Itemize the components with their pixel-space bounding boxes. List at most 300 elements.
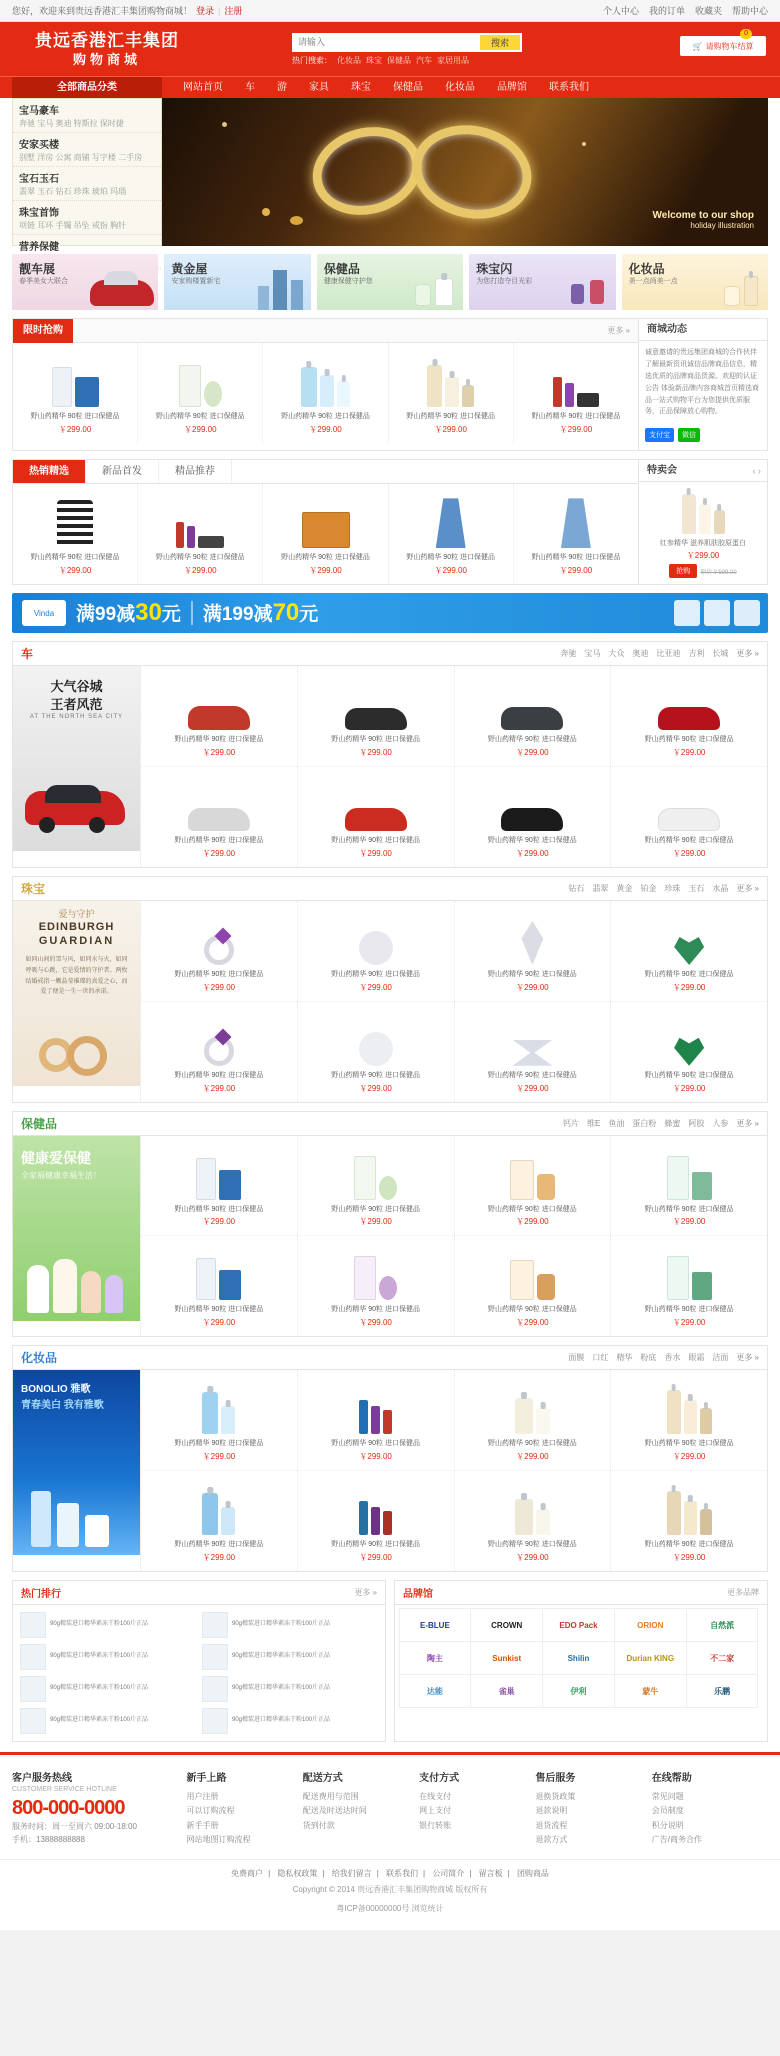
list-item[interactable] xyxy=(17,1705,199,1737)
product-card[interactable] xyxy=(611,1471,767,1571)
list-item[interactable] xyxy=(199,1705,381,1737)
footer-link[interactable]: 退货流程 xyxy=(535,1820,568,1830)
category-title-0: 宝马豪车 xyxy=(19,106,59,117)
cat-health-nav-6[interactable]: 人参 xyxy=(712,1118,729,1128)
car-ad-banner xyxy=(13,666,140,851)
footer-column-help xyxy=(652,1769,768,1848)
promo-tile-car[interactable] xyxy=(12,254,158,310)
footer-link[interactable]: 退款说明 xyxy=(535,1806,568,1816)
dress-shape xyxy=(561,498,591,548)
product-image xyxy=(302,1242,450,1300)
category-health-ad[interactable] xyxy=(13,1136,141,1337)
hot-rank-more-link[interactable]: 更多 » xyxy=(354,1587,377,1597)
cat-cos-nav-5[interactable]: 眼霜 xyxy=(688,1353,705,1363)
brand-logo[interactable]: 乐鹏 xyxy=(686,1674,759,1708)
nav-item-jewelry[interactable]: 珠宝 xyxy=(351,81,371,93)
hot-keyword-2[interactable]: 保健品 xyxy=(387,55,411,65)
site-logo[interactable] xyxy=(12,30,202,68)
special-sale-body[interactable] xyxy=(639,482,767,584)
nav-item-car[interactable]: 车 xyxy=(245,81,255,93)
promo-tile-realestate[interactable] xyxy=(164,254,310,310)
car-thumb xyxy=(188,808,250,831)
product-name: 野山药精华 90粒 进口保健品 xyxy=(488,1540,577,1548)
product-card[interactable] xyxy=(141,1002,298,1102)
product-card[interactable] xyxy=(298,767,455,867)
nav-item-home[interactable]: 网站首页 xyxy=(183,81,223,93)
cat-car-nav-4[interactable]: 比亚迪 xyxy=(656,649,681,659)
alipay-logo[interactable]: 支付宝 xyxy=(645,428,674,442)
health-product-row-1 xyxy=(141,1136,767,1237)
cat-health-nav-more[interactable]: 更多 » xyxy=(736,1118,759,1128)
brand-logo[interactable]: ORION xyxy=(614,1608,687,1642)
product-card[interactable] xyxy=(141,1236,298,1336)
car-ad-wheel-front xyxy=(39,817,55,833)
coupon-divider xyxy=(191,601,193,625)
product-card[interactable] xyxy=(611,666,767,766)
footer-link[interactable]: 广告/商务合作 xyxy=(651,1834,702,1844)
nav-item-furniture[interactable]: 家具 xyxy=(309,81,329,93)
bottom-link-0[interactable]: 免费商户 xyxy=(231,1869,264,1879)
product-card[interactable] xyxy=(13,343,138,443)
register-link[interactable]: 注册 xyxy=(224,6,243,16)
nav-item-health[interactable]: 保健品 xyxy=(393,81,423,93)
supplement-box xyxy=(510,1260,534,1300)
product-card[interactable] xyxy=(141,901,298,1001)
top-link-orders[interactable]: 我的订单 xyxy=(648,6,685,16)
brand-logo[interactable]: CROWN xyxy=(470,1608,543,1642)
special-sale-price: ￥299.00 xyxy=(686,551,720,561)
product-card[interactable] xyxy=(13,484,138,584)
ring-illustration-2 xyxy=(67,1036,107,1076)
product-name: 野山药精华 90粒 进口保健品 xyxy=(644,736,734,744)
top-link-favorites[interactable]: 收藏夹 xyxy=(694,6,722,16)
wechat-pay-logo[interactable]: 微信 xyxy=(678,428,700,442)
product-card[interactable] xyxy=(141,1471,298,1571)
product-card[interactable] xyxy=(611,1002,767,1102)
category-menu-item-1[interactable] xyxy=(13,133,161,167)
nav-item-brands[interactable]: 品牌馆 xyxy=(497,81,527,93)
cat-jewelry-nav-4[interactable]: 珍珠 xyxy=(664,883,681,893)
product-price: ￥299.00 xyxy=(202,982,236,992)
cat-jewelry-nav-2[interactable]: 黄金 xyxy=(616,883,633,893)
category-jewelry-grid xyxy=(141,901,767,1102)
brand-logo[interactable]: E-BLUE xyxy=(399,1608,472,1642)
recommend-product-row xyxy=(13,484,638,584)
search-input[interactable] xyxy=(292,33,480,52)
nail-polish xyxy=(383,1410,392,1434)
cat-car-nav-3[interactable]: 奥迪 xyxy=(632,649,649,659)
cat-cos-nav-3[interactable]: 粉底 xyxy=(640,1353,657,1363)
brand-logo[interactable]: 达能 xyxy=(399,1674,472,1708)
category-jewelry-ad[interactable] xyxy=(13,901,141,1102)
cat-cos-nav-4[interactable]: 香水 xyxy=(664,1353,681,1363)
cat-jewelry-nav-6[interactable]: 水晶 xyxy=(712,883,729,893)
brand-logo[interactable]: Sunkist xyxy=(470,1641,543,1675)
cat-health-nav-4[interactable]: 蜂蜜 xyxy=(664,1118,681,1128)
product-card[interactable] xyxy=(455,1136,612,1236)
hot-keyword-0[interactable]: 化妆品 xyxy=(337,55,361,65)
mall-news-header xyxy=(639,319,767,341)
footer-link[interactable]: 退款方式 xyxy=(535,1834,568,1844)
supplement-bottle-illustration xyxy=(435,278,453,306)
carton-shape xyxy=(302,512,350,548)
tab-new-arrivals[interactable]: 新品首发 xyxy=(86,460,159,483)
category-menu-item-3[interactable] xyxy=(13,201,161,235)
supplement-box xyxy=(667,1256,689,1300)
brand-logo[interactable]: EDO Pack xyxy=(542,1608,615,1642)
footer-column-newbie xyxy=(186,1769,302,1848)
hero-banner[interactable] xyxy=(162,98,768,246)
brand-logo[interactable]: 蒙牛 xyxy=(614,1674,687,1708)
product-card[interactable] xyxy=(298,1370,455,1470)
category-health-title: 保健品 xyxy=(21,1116,58,1131)
product-card[interactable] xyxy=(138,343,263,443)
jewelry-product-row-2 xyxy=(141,1002,767,1102)
item-text: 90g精装进口精华素冻干粉100片正品 xyxy=(232,1621,331,1628)
product-card[interactable] xyxy=(298,666,455,766)
product-price: ￥299.00 xyxy=(516,982,549,992)
recommend-left xyxy=(13,460,639,584)
product-shape-a xyxy=(52,367,72,407)
product-shape-b xyxy=(565,383,574,407)
vinda-logo: Vinda xyxy=(22,600,66,626)
jewelry-ad-banner xyxy=(13,901,140,1086)
category-sub-3: 项链 耳环 手镯 吊坠 戒指 胸针 xyxy=(19,221,127,230)
cat-health-nav-1[interactable]: 维E xyxy=(586,1118,601,1128)
cat-jewelry-nav-0[interactable]: 钻石 xyxy=(568,883,585,893)
product-name: 野山药精华 90粒 进口保健品 xyxy=(155,413,245,420)
cat-health-nav-0[interactable]: 钙片 xyxy=(562,1118,579,1128)
carousel-arrows[interactable]: ‹ › xyxy=(752,465,761,476)
footer-link[interactable]: 新手手册 xyxy=(186,1820,219,1830)
product-image xyxy=(302,1376,450,1434)
category-cosmetics-nav xyxy=(568,1352,759,1363)
product-name: 野山药精华 90粒 进口保健品 xyxy=(488,1071,577,1079)
bottom-link-5[interactable]: 留言板 xyxy=(478,1869,503,1879)
cat-jewelry-nav-3[interactable]: 铂金 xyxy=(640,883,657,893)
cat-car-nav-more[interactable]: 更多 » xyxy=(736,649,759,659)
product-image xyxy=(459,1008,607,1066)
hot-keyword-1[interactable]: 珠宝 xyxy=(366,55,382,65)
product-image xyxy=(17,349,133,407)
product-card[interactable] xyxy=(455,666,612,766)
search-button[interactable]: 搜索 xyxy=(480,33,522,52)
product-card[interactable] xyxy=(263,484,388,584)
serum-bottle xyxy=(700,1509,712,1535)
product-name: 野山药精华 90粒 进口保健品 xyxy=(174,837,264,845)
footer-col-title: 售后服务 xyxy=(535,1772,576,1784)
tab-hot-sales[interactable]: 热销精选 xyxy=(13,460,86,483)
cat-cos-nav-more[interactable]: 更多 » xyxy=(736,1353,759,1363)
category-cosmetics-title: 化妆品 xyxy=(21,1351,58,1366)
product-name: 野山药精华 90粒 进口保健品 xyxy=(281,413,370,420)
list-item[interactable] xyxy=(199,1641,381,1673)
promo-tiles xyxy=(0,246,780,310)
perfume-bottle xyxy=(536,1509,550,1535)
login-link[interactable]: 登录 xyxy=(196,6,215,16)
brand-zone-more-link[interactable]: 更多品牌 xyxy=(727,1587,759,1597)
cosmetics-ad-line2: 青春美白 我有雅歌 xyxy=(21,1400,104,1412)
dress-shape xyxy=(436,498,466,548)
cat-car-nav-0[interactable]: 奔驰 xyxy=(560,649,577,659)
hot-keyword-4[interactable]: 家居用品 xyxy=(437,55,469,65)
product-card[interactable] xyxy=(611,767,767,867)
product-card[interactable] xyxy=(298,1471,455,1571)
category-menu-item-2[interactable] xyxy=(13,167,161,201)
list-item[interactable] xyxy=(17,1641,199,1673)
cat-cos-nav-1[interactable]: 口红 xyxy=(592,1353,609,1363)
list-item[interactable] xyxy=(17,1609,199,1641)
cat-cos-nav-0[interactable]: 面膜 xyxy=(568,1353,585,1363)
product-image xyxy=(302,1142,450,1200)
coupon-text-2: 满199减 xyxy=(202,604,273,626)
brand-logo[interactable]: 不二家 xyxy=(686,1641,759,1675)
brand-logo[interactable]: Durian KING xyxy=(614,1641,687,1675)
banner-ring-right xyxy=(404,115,541,230)
supplement-bottle xyxy=(537,1274,555,1300)
brand-logo[interactable]: 伊利 xyxy=(542,1674,615,1708)
hot-rank-list xyxy=(13,1605,385,1741)
product-card[interactable] xyxy=(455,1236,612,1336)
flash-sale-header xyxy=(13,319,638,343)
product-card[interactable] xyxy=(298,1002,455,1102)
footer-column-aftersales xyxy=(535,1769,651,1848)
service-phone: 800-000-0000 xyxy=(12,1796,125,1819)
buy-now-button[interactable]: 抢购 xyxy=(669,564,697,578)
cosmetic-bottle xyxy=(221,1406,235,1434)
product-image xyxy=(302,773,450,831)
promo-tile-car-title: 靓车展 xyxy=(19,262,56,276)
nav-item-travel[interactable]: 游 xyxy=(277,81,287,93)
car-illustration xyxy=(90,280,154,306)
list-item[interactable] xyxy=(199,1609,381,1641)
category-menu-item-0[interactable] xyxy=(13,99,161,133)
cat-cos-nav-2[interactable]: 精华 xyxy=(616,1353,633,1363)
product-price: ￥299.00 xyxy=(559,424,593,434)
product-price: ￥299.00 xyxy=(434,566,467,576)
service-hours: 服务时间：周一至周六 09:00-18:00 xyxy=(12,1821,137,1831)
service-mobile: 手机：13888888888 xyxy=(12,1835,85,1845)
product-name: 野山药精华 90粒 进口保健品 xyxy=(281,554,370,562)
promo-tile-cosmetics-sub: 美一点尚美一点 xyxy=(628,278,678,285)
footer-link[interactable]: 常见问题 xyxy=(651,1791,684,1801)
product-price: ￥299.00 xyxy=(202,1318,236,1328)
category-block-car xyxy=(12,641,768,868)
footer-link[interactable]: 银行转账 xyxy=(419,1820,452,1830)
health-ad-banner xyxy=(13,1136,140,1321)
product-card[interactable] xyxy=(389,484,514,584)
footer-link[interactable]: 在线支付 xyxy=(419,1791,452,1801)
product-image xyxy=(302,1477,450,1535)
list-item[interactable] xyxy=(17,1673,199,1705)
product-image xyxy=(615,907,763,965)
product-price: ￥299.00 xyxy=(202,1552,236,1562)
product-price: ￥299.00 xyxy=(359,1217,392,1227)
product-card[interactable] xyxy=(455,1370,612,1470)
product-image xyxy=(459,1142,607,1200)
brand-logo[interactable]: 陶主 xyxy=(399,1641,472,1675)
category-car-ad[interactable] xyxy=(13,666,141,867)
product-card[interactable] xyxy=(611,1236,767,1336)
coupon-thumb-3 xyxy=(734,600,760,626)
cart-button[interactable] xyxy=(680,30,766,56)
product-card[interactable] xyxy=(298,1136,455,1236)
cat-health-nav-3[interactable]: 蛋白粉 xyxy=(632,1118,657,1128)
product-name: 野山药精华 90粒 进口保健品 xyxy=(331,736,420,744)
product-card[interactable] xyxy=(141,1136,298,1236)
supplement-bottle xyxy=(692,1172,712,1200)
product-image xyxy=(145,1376,293,1434)
product-card[interactable] xyxy=(611,1370,767,1470)
top-link-help[interactable]: 帮助中心 xyxy=(731,6,768,16)
car-thumb xyxy=(658,707,720,730)
product-image xyxy=(518,490,634,548)
item-text: 90g精装进口精华素冻干粉100片正品 xyxy=(50,1621,149,1628)
service-title: 客户服务热线 xyxy=(12,1772,72,1784)
nav-list xyxy=(162,77,600,99)
product-card[interactable] xyxy=(611,901,767,1001)
jewelry-ad-body: 如同山间的雪与风，如同水与火，如同呼吸与心跳，它是爱情的守护者。两枚结婚戒指一颗晶莹璀璨的真爱之心，而爱了便是一生一世的承诺。 xyxy=(25,956,128,996)
cat-jewelry-nav-1[interactable]: 翡翠 xyxy=(592,883,609,893)
product-card[interactable] xyxy=(455,1471,612,1571)
promo-tile-cosmetics[interactable] xyxy=(622,254,768,310)
promo-tile-health[interactable] xyxy=(317,254,463,310)
bottom-link-3[interactable]: 联系我们 xyxy=(386,1869,418,1879)
bracelet-thumb xyxy=(359,1032,393,1066)
footer-link[interactable]: 会员制度 xyxy=(651,1806,684,1816)
product-shape-a xyxy=(301,367,317,407)
bottom-link-6[interactable]: 团购商品 xyxy=(516,1869,549,1879)
hot-keyword-3[interactable]: 汽车 xyxy=(416,55,432,65)
product-name: 野山药精华 90粒 进口保健品 xyxy=(644,837,734,845)
promo-tile-jewelry-title: 珠宝闪 xyxy=(476,262,513,276)
category-cosmetics-ad[interactable] xyxy=(13,1370,141,1571)
special-sale-header xyxy=(639,460,767,482)
category-car-grid xyxy=(141,666,767,867)
product-card[interactable] xyxy=(611,1136,767,1236)
cat-health-nav-2[interactable]: 鱼油 xyxy=(608,1118,625,1128)
product-card[interactable] xyxy=(141,1370,298,1470)
product-image xyxy=(615,773,763,831)
footer-link[interactable]: 配送及时送达时间 xyxy=(302,1806,367,1816)
footer-link[interactable]: 可以订购流程 xyxy=(186,1806,235,1816)
product-price: ￥299.00 xyxy=(359,1451,392,1461)
product-price: ￥299.00 xyxy=(359,982,392,992)
all-categories-button[interactable]: 全部商品分类 xyxy=(12,77,162,99)
product-price: ￥299.00 xyxy=(516,1217,549,1227)
top-link-personal[interactable]: 个人中心 xyxy=(602,6,639,16)
bottom-link-2[interactable]: 给我们留言 xyxy=(331,1869,372,1879)
cat-car-nav-6[interactable]: 长城 xyxy=(712,649,729,659)
footer-link[interactable]: 积分说明 xyxy=(651,1820,684,1830)
category-car-body xyxy=(13,666,767,867)
list-item[interactable] xyxy=(199,1673,381,1705)
coupon-unit-2: 元 xyxy=(299,604,319,626)
category-sub-0: 奔驰 宝马 奥迪 特斯拉 保时捷 xyxy=(19,119,124,128)
cosmetic-ad-bottle-2 xyxy=(57,1503,79,1547)
product-shape-a xyxy=(427,365,442,407)
flash-sale-more-link[interactable]: 更多 » xyxy=(607,326,630,335)
lipstick-shape-1 xyxy=(176,522,184,548)
supplement-bottle xyxy=(379,1276,397,1300)
brand-logo[interactable]: 雀巢 xyxy=(470,1674,543,1708)
bottom-link-1[interactable]: 隐私权政策 xyxy=(277,1869,318,1879)
item-thumb xyxy=(20,1644,46,1670)
footer-link[interactable]: 网站地图订购流程 xyxy=(186,1834,251,1844)
product-card[interactable] xyxy=(455,901,612,1001)
product-card[interactable] xyxy=(514,343,638,443)
cat-cos-nav-6[interactable]: 洁面 xyxy=(712,1353,729,1363)
nav-item-contact[interactable]: 联系我们 xyxy=(549,81,589,93)
brand-zone-header xyxy=(395,1581,767,1605)
bottom-dual-section xyxy=(12,1580,768,1742)
product-image xyxy=(615,1242,763,1300)
promo-tile-jewelry[interactable] xyxy=(469,254,615,310)
product-card[interactable] xyxy=(141,666,298,766)
recommend-section xyxy=(12,459,768,585)
product-card[interactable] xyxy=(141,767,298,867)
supplement-box-illustration xyxy=(415,284,431,306)
product-image xyxy=(17,490,133,548)
brand-logo[interactable]: 自然派 xyxy=(686,1608,759,1642)
product-card[interactable] xyxy=(514,484,638,584)
product-card[interactable] xyxy=(138,484,263,584)
building-illustration-3 xyxy=(258,286,269,310)
product-card[interactable] xyxy=(455,1002,612,1102)
cat-car-nav-5[interactable]: 吉利 xyxy=(688,649,705,659)
cat-car-nav-2[interactable]: 大众 xyxy=(608,649,625,659)
footer-col-title: 支付方式 xyxy=(419,1772,460,1784)
coupon-strip[interactable] xyxy=(12,593,768,633)
coupon-offer-1 xyxy=(76,599,181,627)
cat-car-nav-1[interactable]: 宝马 xyxy=(584,649,601,659)
footer-link[interactable]: 配送费用与范围 xyxy=(302,1791,359,1801)
tab-featured[interactable]: 精品推荐 xyxy=(159,460,232,483)
flash-sale-tag: 限时抢购 xyxy=(13,319,73,343)
product-price: ￥299.00 xyxy=(359,748,392,758)
product-card[interactable] xyxy=(263,343,388,443)
special-sale-rail xyxy=(639,460,767,584)
product-price: ￥299.00 xyxy=(359,1083,392,1093)
nav-item-cosmetics[interactable]: 化妆品 xyxy=(445,81,475,93)
cat-health-nav-5[interactable]: 阿胶 xyxy=(688,1118,705,1128)
cat-jewelry-nav-more[interactable]: 更多 » xyxy=(736,883,759,893)
car-product-row-1 xyxy=(141,666,767,767)
brand-logo[interactable]: Shilin xyxy=(542,1641,615,1675)
product-price: ￥299.00 xyxy=(309,566,342,576)
footer-link[interactable]: 用户注册 xyxy=(186,1791,219,1801)
product-card[interactable] xyxy=(298,1236,455,1336)
product-card[interactable] xyxy=(298,901,455,1001)
product-shape-b xyxy=(320,375,334,407)
footer-link[interactable]: 货到付款 xyxy=(302,1820,335,1830)
item-text: 90g精装进口精华素冻干粉100片正品 xyxy=(232,1717,331,1724)
footer-link[interactable]: 退换货政策 xyxy=(535,1791,576,1801)
product-price: ￥299.00 xyxy=(516,848,549,858)
product-card[interactable] xyxy=(389,343,514,443)
product-card[interactable] xyxy=(455,767,612,867)
coupon-num-2: 70 xyxy=(272,599,300,627)
banner-welcome xyxy=(653,210,755,230)
bottom-link-4[interactable]: 公司简介 xyxy=(432,1869,465,1879)
footer-link[interactable]: 网上支付 xyxy=(419,1806,452,1816)
product-name: 野山药精华 90粒 进口保健品 xyxy=(174,736,264,744)
cat-jewelry-nav-5[interactable]: 玉石 xyxy=(688,883,705,893)
promo-tile-realestate-title: 黄金屋 xyxy=(171,262,208,276)
jewelry-ad-line1: EDINBURGH xyxy=(38,920,115,933)
category-title-4: 营养保健 xyxy=(19,242,59,253)
supplement-bottle xyxy=(692,1272,712,1300)
